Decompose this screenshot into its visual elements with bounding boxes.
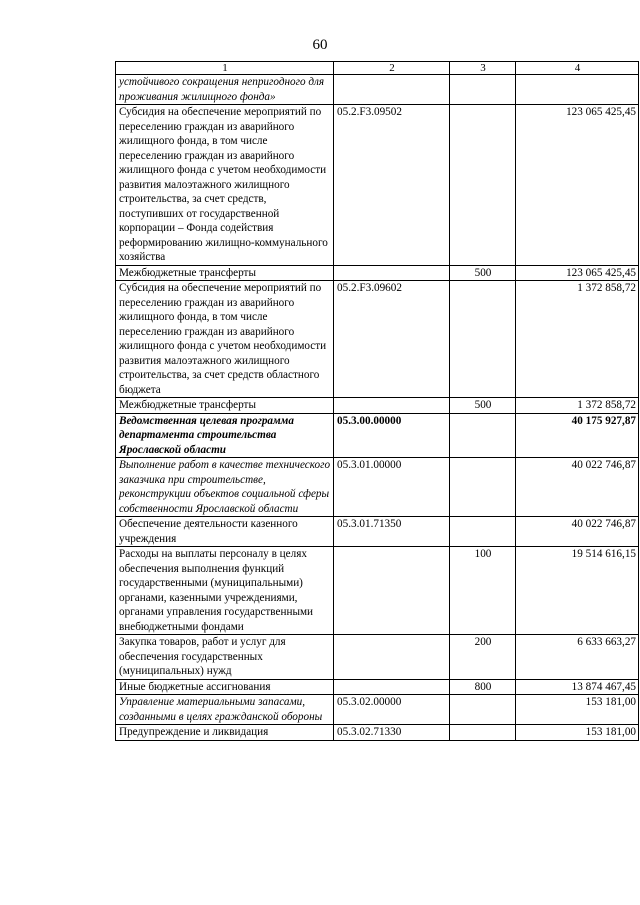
expense-type-cell: 800	[450, 679, 516, 695]
amount-cell: 40 022 746,87	[516, 517, 639, 547]
table-header-row	[116, 62, 639, 75]
table-row	[116, 265, 639, 281]
expense-type-cell	[450, 413, 516, 458]
table-row	[116, 635, 639, 680]
expense-type-cell	[450, 281, 516, 398]
expense-name-cell: Обеспечение деятельности казенного учреждения	[116, 517, 334, 547]
expense-name-cell: Ведомственная целевая программа департамента строительства Ярославской области	[116, 413, 334, 458]
header-col-4: 4	[516, 62, 639, 75]
target-code-cell	[334, 679, 450, 695]
expense-name-cell: Закупка товаров, работ и услуг для обеспечения государственных (муниципальных) нужд	[116, 635, 334, 680]
expense-type-cell	[450, 695, 516, 725]
target-code-cell: 05.3.02.71330	[334, 725, 450, 741]
target-code-cell	[334, 635, 450, 680]
expense-name-cell: Управление материальными запасами, созданными в целях гражданской обороны	[116, 695, 334, 725]
table-row	[116, 725, 639, 741]
expense-name-cell: Субсидия на обеспечение мероприятий по переселению граждан из аварийного жилищного фонда, в том числе переселению граждан из аварийного жилищного фонда с учетом необходимости развития малоэтажного жилищного строительства, за счет средств, поступивших от государственной корпорации – Фонда содействия реформированию жилищно-коммунального хозяйства	[116, 105, 334, 266]
table-row	[116, 517, 639, 547]
amount-cell: 6 633 663,27	[516, 635, 639, 680]
target-code-cell	[334, 398, 450, 414]
expense-name-cell: устойчивого сокращения непригодного для проживания жилищного фонда»	[116, 75, 334, 105]
page-number: 60	[312, 37, 328, 53]
table-row	[116, 547, 639, 635]
amount-cell	[516, 75, 639, 105]
expense-type-cell: 200	[450, 635, 516, 680]
table-row	[116, 458, 639, 517]
expense-name-cell: Межбюджетные трансферты	[116, 398, 334, 414]
target-code-cell: 05.3.00.00000	[334, 413, 450, 458]
target-code-cell: 05.3.01.00000	[334, 458, 450, 517]
expense-name-cell: Иные бюджетные ассигнования	[116, 679, 334, 695]
table-row	[116, 281, 639, 398]
table-row	[116, 105, 639, 266]
amount-cell: 123 065 425,45	[516, 265, 639, 281]
expense-type-cell	[450, 725, 516, 741]
amount-cell: 40 022 746,87	[516, 458, 639, 517]
amount-cell: 153 181,00	[516, 725, 639, 741]
amount-cell: 19 514 616,15	[516, 547, 639, 635]
expense-name-cell: Выполнение работ в качестве технического заказчика при строительстве, реконструкции объектов социальной сферы собственности Ярославской области	[116, 458, 334, 517]
expense-type-cell: 100	[450, 547, 516, 635]
amount-cell: 1 372 858,72	[516, 398, 639, 414]
expense-type-cell: 500	[450, 265, 516, 281]
target-code-cell: 05.3.02.00000	[334, 695, 450, 725]
table-body	[116, 75, 639, 741]
table-row	[116, 413, 639, 458]
header-col-3: 3	[450, 62, 516, 75]
target-code-cell	[334, 547, 450, 635]
expense-name-cell: Субсидия на обеспечение мероприятий по переселению граждан из аварийного жилищного фонда, в том числе переселению граждан из аварийного жилищного фонда с учетом необходимости развития малоэтажного жилищного строительства, за счет средств областного бюджета	[116, 281, 334, 398]
budget-table	[115, 61, 639, 741]
table-row	[116, 398, 639, 414]
target-code-cell	[334, 75, 450, 105]
amount-cell: 123 065 425,45	[516, 105, 639, 266]
target-code-cell: 05.2.F3.09502	[334, 105, 450, 266]
table-row	[116, 75, 639, 105]
table-row	[116, 679, 639, 695]
target-code-cell	[334, 265, 450, 281]
table-row	[116, 695, 639, 725]
expense-type-cell	[450, 105, 516, 266]
expense-type-cell	[450, 75, 516, 105]
amount-cell: 40 175 927,87	[516, 413, 639, 458]
header-col-2: 2	[334, 62, 450, 75]
target-code-cell: 05.2.F3.09602	[334, 281, 450, 398]
amount-cell: 13 874 467,45	[516, 679, 639, 695]
expense-type-cell	[450, 517, 516, 547]
expense-type-cell	[450, 458, 516, 517]
expense-name-cell: Расходы на выплаты персоналу в целях обеспечения выполнения функций государственными (муниципальными) органами, казенными учреждениями, органами управления государственными внебюджетными фондами	[116, 547, 334, 635]
header-col-1: 1	[116, 62, 334, 75]
expense-name-cell: Межбюджетные трансферты	[116, 265, 334, 281]
amount-cell: 1 372 858,72	[516, 281, 639, 398]
target-code-cell: 05.3.01.71350	[334, 517, 450, 547]
amount-cell: 153 181,00	[516, 695, 639, 725]
expense-type-cell: 500	[450, 398, 516, 414]
expense-name-cell: Предупреждение и ликвидация	[116, 725, 334, 741]
